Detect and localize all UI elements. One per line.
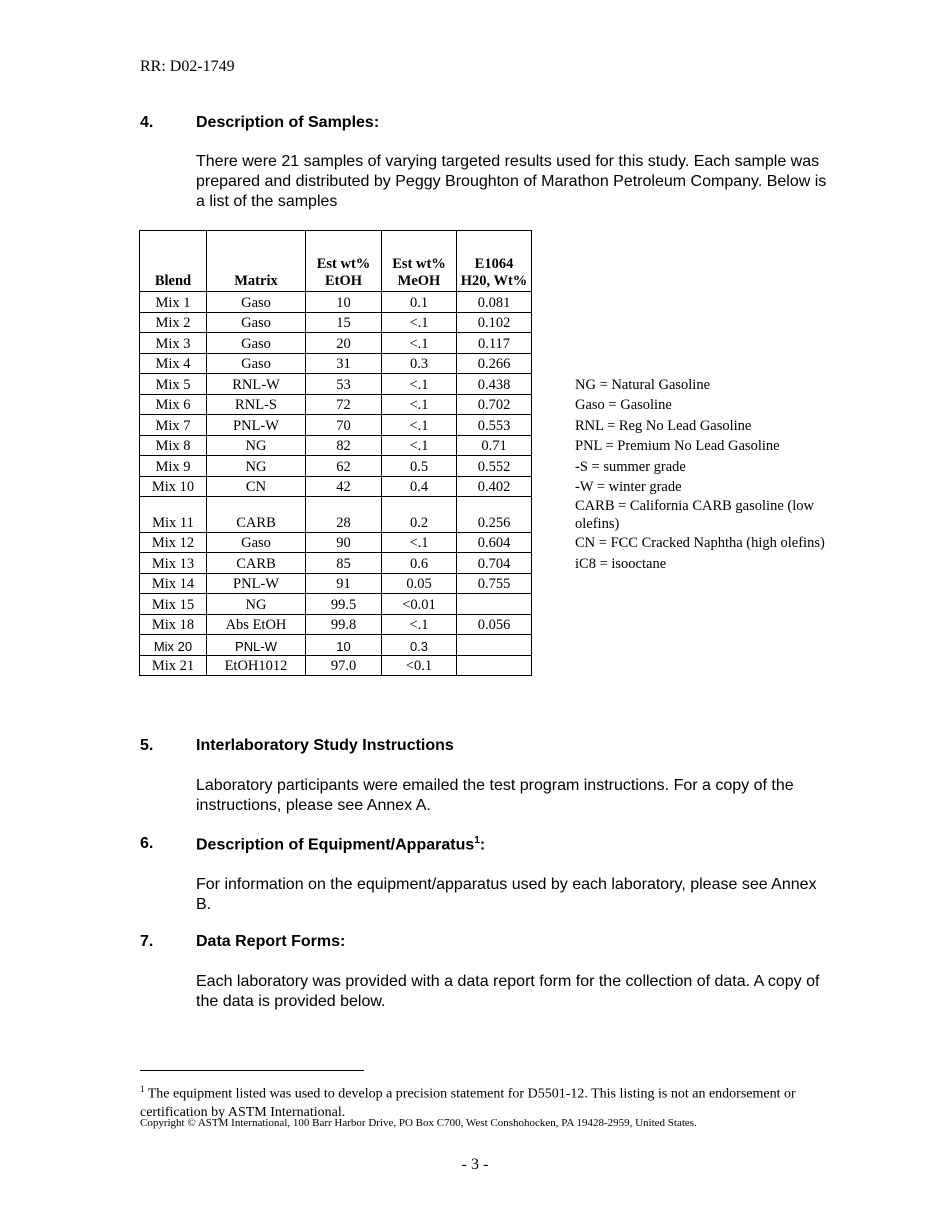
table-cell: 10: [306, 292, 382, 313]
table-cell: Mix 12: [140, 532, 207, 553]
table-body: [140, 292, 532, 676]
section-title: Interlaboratory Study Instructions: [196, 737, 454, 754]
table-cell: 0.3: [382, 635, 457, 656]
table-cell: 0.438: [457, 374, 532, 395]
table-cell: Mix 15: [140, 594, 207, 615]
table-cell: Mix 18: [140, 614, 207, 635]
table-cell: 0.2: [382, 497, 457, 533]
table-row: [140, 292, 532, 313]
footnote-mark: 1: [140, 1084, 145, 1094]
table-cell: Gaso: [207, 292, 306, 313]
section-text: Laboratory participants were emailed the test program instructions. For a copy of the instructions, please see Annex A.: [196, 777, 794, 814]
table-cell: 0.71: [457, 435, 532, 456]
column-header: Matrix: [207, 231, 306, 292]
table-row: [140, 374, 532, 395]
table-cell: Gaso: [207, 353, 306, 374]
table-cell: <.1: [382, 374, 457, 395]
table-cell: Gaso: [207, 312, 306, 333]
table-cell: CARB: [207, 497, 306, 533]
table-cell: <.1: [382, 532, 457, 553]
table-cell: Mix 3: [140, 333, 207, 354]
section-number: 6.: [140, 835, 154, 852]
table-row: [140, 594, 532, 615]
table-cell: Mix 21: [140, 655, 207, 676]
footnote-divider: [140, 1070, 364, 1071]
table-row: [140, 456, 532, 477]
section-title-suffix: :: [479, 836, 486, 854]
table-cell: <.1: [382, 415, 457, 436]
legend-item: CN = FCC Cracked Naphtha (high olefins): [575, 535, 825, 552]
table-row: [140, 415, 532, 436]
column-header: E1064 H20, Wt%: [457, 231, 532, 292]
table-row: [140, 435, 532, 456]
legend-item: RNL = Reg No Lead Gasoline: [575, 417, 752, 434]
legend-item: NG = Natural Gasoline: [575, 377, 711, 393]
table-cell: <.1: [382, 614, 457, 635]
table-cell: 42: [306, 476, 382, 497]
table-cell: 0.5: [382, 456, 457, 477]
copyright-notice: Copyright © ASTM International, 100 Barr Harbor Drive, PO Box C700, West Conshohocken, PA 19428-2959, United States.: [140, 1117, 697, 1129]
table-cell: <0.1: [382, 655, 457, 676]
table-cell: [457, 635, 532, 656]
footnote-reference[interactable]: 1: [474, 835, 480, 846]
section-text: There were 21 samples of varying targeted results used for this study. Each sample was prepared and distributed by Peggy Broughton of Marathon Petroleum Company. Below is a list of the samples: [196, 153, 827, 210]
table-cell: <.1: [382, 394, 457, 415]
table-cell: 62: [306, 456, 382, 477]
section-text: Each laboratory was provided with a data report form for the collection of data. A copy of the data is provided below.: [196, 973, 820, 1010]
section-number: 5.: [140, 737, 154, 754]
table-row: [140, 532, 532, 553]
table-cell: 0.702: [457, 394, 532, 415]
table-cell: 15: [306, 312, 382, 333]
table-cell: 0.1: [382, 292, 457, 313]
table-row: [140, 312, 532, 333]
table-cell: Mix 20: [140, 635, 207, 656]
table-cell: 0.402: [457, 476, 532, 497]
table-cell: [457, 655, 532, 676]
table-row: [140, 394, 532, 415]
table-cell: Mix 11: [140, 497, 207, 533]
table-cell: Mix 2: [140, 312, 207, 333]
table-cell: 0.552: [457, 456, 532, 477]
table-cell: 53: [306, 374, 382, 395]
table-cell: Mix 5: [140, 374, 207, 395]
table-cell: 0.4: [382, 476, 457, 497]
table-cell: 99.8: [306, 614, 382, 635]
table-cell: 0.266: [457, 353, 532, 374]
table-cell: Gaso: [207, 532, 306, 553]
document-header: RR: D02-1749: [140, 58, 235, 75]
table-row: [140, 655, 532, 676]
table-cell: <0.01: [382, 594, 457, 615]
table-row: [140, 476, 532, 497]
table-row: [140, 333, 532, 354]
table-cell: 70: [306, 415, 382, 436]
table-cell: Mix 4: [140, 353, 207, 374]
table-cell: NG: [207, 594, 306, 615]
abbreviation-legend: [575, 375, 855, 574]
table-cell: 91: [306, 573, 382, 594]
table-cell: Mix 8: [140, 435, 207, 456]
table-cell: 10: [306, 635, 382, 656]
table-cell: RNL-W: [207, 374, 306, 395]
section-title: Description of Samples:: [196, 114, 380, 131]
section-text: For information on the equipment/apparatus used by each laboratory, please see Annex B.: [196, 876, 817, 913]
table-cell: Mix 10: [140, 476, 207, 497]
table-cell: 97.0: [306, 655, 382, 676]
table-cell: <.1: [382, 435, 457, 456]
legend-item: iC8 = isooctane: [575, 555, 667, 572]
column-header: Est wt% MeOH: [382, 231, 457, 292]
page-number: - 3 -: [461, 1156, 489, 1173]
table-cell: 90: [306, 532, 382, 553]
table-row: [140, 497, 532, 533]
legend-item: Gaso = Gasoline: [575, 397, 672, 414]
column-header: Blend: [140, 231, 207, 292]
table-cell: EtOH1012: [207, 655, 306, 676]
table-cell: 82: [306, 435, 382, 456]
table-cell: Mix 13: [140, 553, 207, 574]
table-cell: 0.256: [457, 497, 532, 533]
table-cell: 0.704: [457, 553, 532, 574]
table-row: [140, 353, 532, 374]
table-cell: PNL-W: [207, 635, 306, 656]
table-row: [140, 553, 532, 574]
table-cell: NG: [207, 456, 306, 477]
table-cell: PNL-W: [207, 415, 306, 436]
table-cell: 0.081: [457, 292, 532, 313]
section-title-text: Description of Equipment/Apparatus: [196, 836, 475, 854]
section-number: 4.: [140, 114, 154, 131]
section-title: [196, 835, 485, 854]
table-cell: 0.553: [457, 415, 532, 436]
table-cell: Mix 7: [140, 415, 207, 436]
table-cell: 72: [306, 394, 382, 415]
legend-item: -S = summer grade: [575, 458, 686, 475]
table-cell: Gaso: [207, 333, 306, 354]
table-cell: CARB: [207, 553, 306, 574]
table-cell: Mix 1: [140, 292, 207, 313]
table-cell: CN: [207, 476, 306, 497]
table-cell: 0.117: [457, 333, 532, 354]
table-row: [140, 614, 532, 635]
table-cell: 0.755: [457, 573, 532, 594]
table-header-row: [140, 231, 532, 292]
table-cell: RNL-S: [207, 394, 306, 415]
table-cell: Mix 14: [140, 573, 207, 594]
table-cell: 31: [306, 353, 382, 374]
footnote-text: The equipment listed was used to develop a precision statement for D5501-12. This listing is not an endorsement or certification by ASTM International.: [140, 1086, 796, 1120]
table-row: [140, 573, 532, 594]
table-cell: 99.5: [306, 594, 382, 615]
table-cell: 85: [306, 553, 382, 574]
legend-item: CARB = California CARB gasoline (low olefins): [575, 498, 814, 533]
table-cell: 28: [306, 497, 382, 533]
table-cell: 0.056: [457, 614, 532, 635]
footnote: [140, 1080, 820, 1122]
table-cell: 0.05: [382, 573, 457, 594]
section-number: 7.: [140, 933, 154, 950]
table-cell: Mix 6: [140, 394, 207, 415]
section-title: Data Report Forms:: [196, 933, 346, 950]
table-cell: Abs EtOH: [207, 614, 306, 635]
table-cell: 20: [306, 333, 382, 354]
table-cell: <.1: [382, 333, 457, 354]
table-cell: 0.6: [382, 553, 457, 574]
column-header: Est wt% EtOH: [306, 231, 382, 292]
legend-item: PNL = Premium No Lead Gasoline: [575, 438, 780, 455]
table-cell: 0.604: [457, 532, 532, 553]
table-row: [140, 635, 532, 656]
table-cell: Mix 9: [140, 456, 207, 477]
legend-item: -W = winter grade: [575, 479, 682, 496]
table-cell: 0.102: [457, 312, 532, 333]
table-cell: NG: [207, 435, 306, 456]
table-cell: [457, 594, 532, 615]
samples-table: [139, 230, 532, 676]
table-cell: 0.3: [382, 353, 457, 374]
table-cell: <.1: [382, 312, 457, 333]
table-cell: PNL-W: [207, 573, 306, 594]
